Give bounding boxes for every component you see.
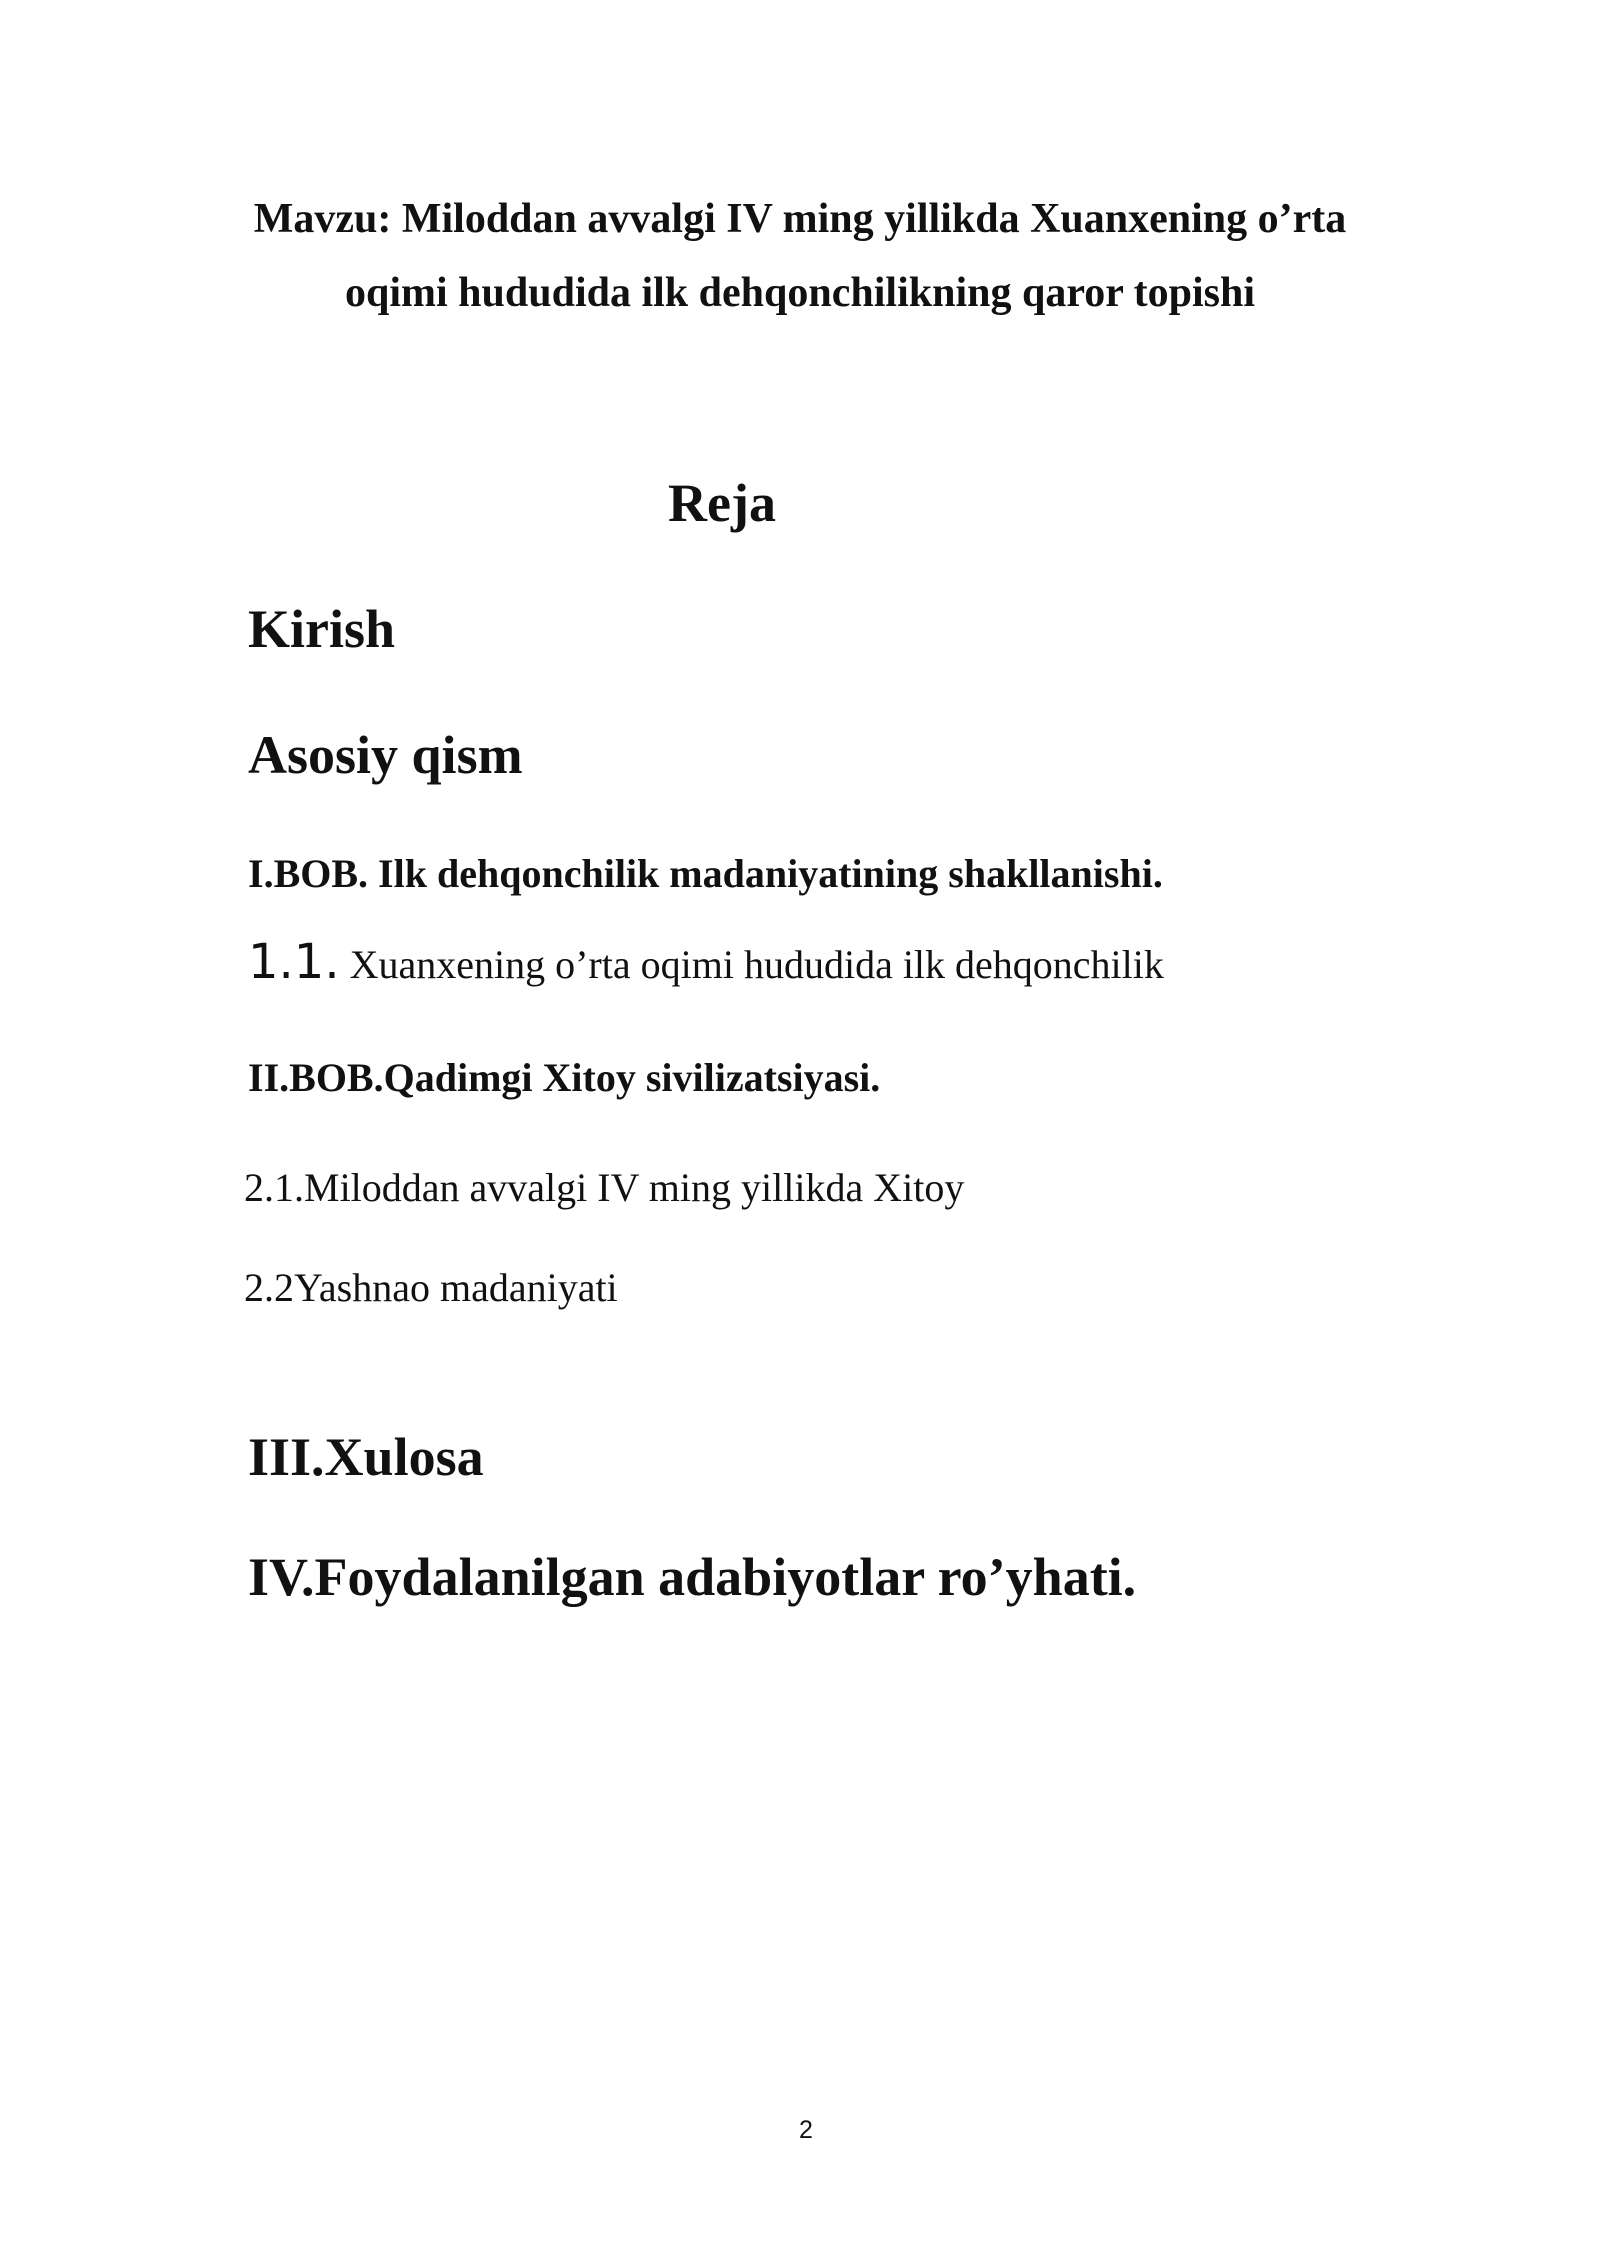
intro-heading: Kirish xyxy=(248,599,396,659)
page-number: 2 xyxy=(799,2116,813,2144)
chapter-1-title: I.BOB. Ilk dehqonchilik madaniyatining shakllanishi. xyxy=(248,851,1163,896)
references-heading: IV.Foydalanilgan adabiyotlar ro’yhati. xyxy=(248,1547,1137,1607)
section-1-1 xyxy=(248,934,1164,990)
chapter-2-title: II.BOB.Qadimgi Xitoy sivilizatsiyasi. xyxy=(248,1055,881,1100)
topic-title-line-1: Mavzu: Miloddan avvalgi IV ming yillikda Xuanxening o’rta xyxy=(253,196,1347,242)
topic-title-line-2: oqimi hududida ilk dehqonchilikning qaror topishi xyxy=(344,270,1256,316)
main-part-heading: Asosiy qism xyxy=(248,725,523,785)
section-1-1-text: Xuanxening o’rta oqimi hududida ilk dehqonchilik xyxy=(349,942,1164,987)
section-2-1: 2.1.Miloddan avvalgi IV ming yillikda Xitoy xyxy=(244,1165,965,1210)
section-1-1-number: 1.1. xyxy=(248,934,340,990)
section-2-2: 2.2Yashnao madaniyati xyxy=(244,1265,618,1310)
conclusion-heading: III.Xulosa xyxy=(248,1427,484,1487)
plan-heading: Reja xyxy=(668,473,776,533)
